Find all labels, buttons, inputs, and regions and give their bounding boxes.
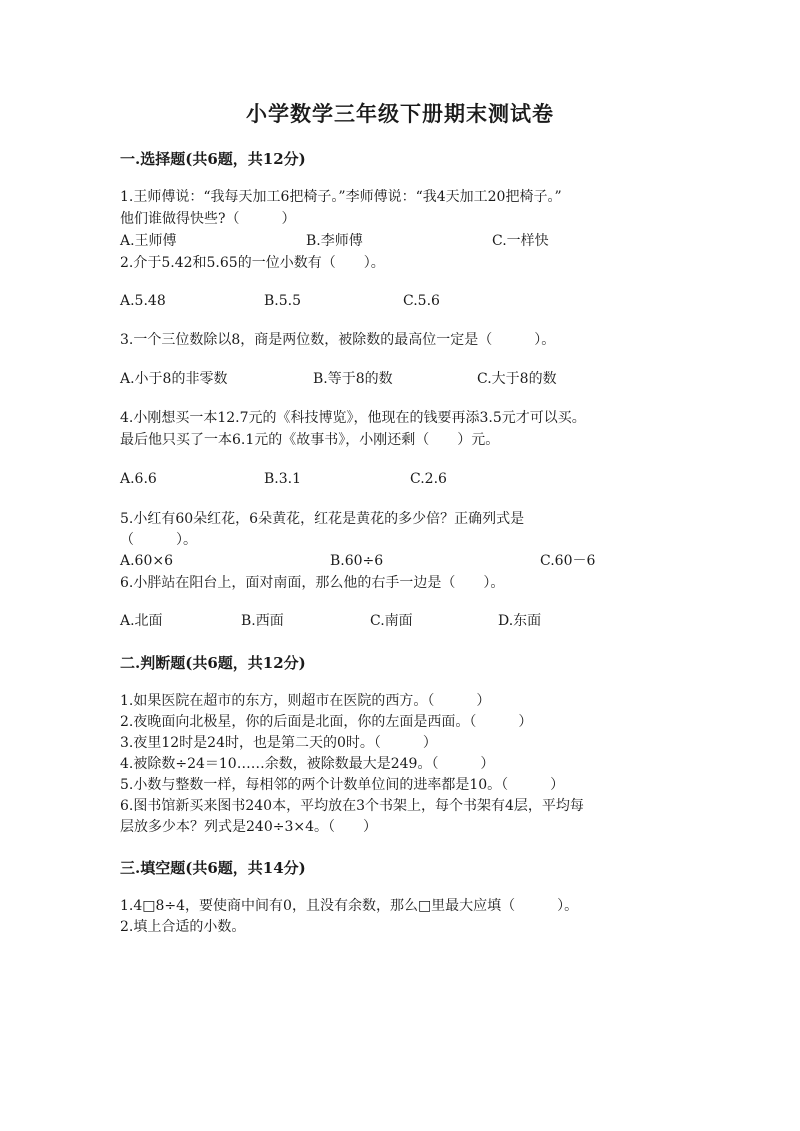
section-heading-choice: 一.选择题(共6题，共12分) (120, 150, 306, 168)
question-text: 2.介于5.42和5.65的一位小数有（ ）。 (120, 255, 385, 271)
option-c: C.大于8的数 (477, 371, 557, 387)
question-text: 他们谁做得快些?（ ） (120, 211, 296, 227)
question-text: 5.小数与整数一样，每相邻的两个计数单位间的进率都是10。（ ） (120, 777, 565, 793)
option-c: C.一样快 (492, 233, 549, 249)
question-text: （ ）。 (120, 532, 197, 548)
option-b: B.60÷6 (330, 553, 384, 569)
option-a: A.王师傅 (120, 233, 177, 249)
option-a: A.小于8的非零数 (120, 371, 228, 387)
question-text: 3.一个三位数除以8，商是两位数，被除数的最高位一定是（ ）。 (120, 332, 556, 348)
question-text: 层放多少本？列式是240÷3×4。（ ） (120, 819, 377, 835)
question-text: 4.被除数÷24＝10……余数，被除数最大是249。（ ） (120, 756, 495, 772)
option-a: A.5.48 (120, 293, 166, 309)
question-text: 最后他只买了一本6.1元的《故事书》，小刚还剩（ ）元。 (120, 432, 500, 448)
question-text: 2.填上合适的小数。 (120, 919, 246, 935)
option-d: D.东面 (498, 613, 542, 629)
question-text: 6.图书馆新买来图书240本，平均放在3个书架上，每个书架有4层，平均每 (120, 798, 584, 814)
option-c: C.5.6 (403, 293, 440, 309)
page-title: 小学数学三年级下册期末测试卷 (246, 101, 554, 126)
option-b: B.等于8的数 (313, 371, 393, 387)
option-b: B.李师傅 (306, 233, 363, 249)
question-text: 2.夜晚面向北极星，你的后面是北面，你的左面是西面。（ ） (120, 714, 533, 730)
section-heading-judgment: 二.判断题(共6题，共12分) (120, 654, 306, 672)
option-b: B.5.5 (264, 293, 302, 309)
question-text: 1.如果医院在超市的东方，则超市在医院的西方。（ ） (120, 693, 491, 709)
section-heading-fill: 三.填空题(共6题，共14分) (120, 859, 306, 877)
option-c: C.2.6 (410, 471, 447, 487)
question-text: 3.夜里12时是24时，也是第二天的0时。（ ） (120, 735, 437, 751)
option-b: B.3.1 (264, 471, 302, 487)
option-c: C.60－6 (540, 553, 596, 569)
option-c: C.南面 (370, 613, 413, 629)
option-a: A.60×6 (120, 553, 174, 569)
question-text: 1.王师傅说：“我每天加工6把椅子。”李师傅说：“我4天加工20把椅子。” (120, 189, 562, 205)
question-text: 1.4□8÷4，要使商中间有0，且没有余数，那么□里最大应填（ ）。 (120, 898, 579, 914)
option-a: A.6.6 (120, 471, 157, 487)
question-text: 5.小红有60朵红花，6朵黄花，红花是黄花的多少倍？正确列式是 (120, 511, 525, 527)
option-b: B.西面 (241, 613, 284, 629)
option-a: A.北面 (120, 613, 163, 629)
question-text: 4.小刚想买一本12.7元的《科技博览》，他现在的钱要再添3.5元才可以买。 (120, 410, 586, 426)
question-text: 6.小胖站在阳台上，面对南面，那么他的右手一边是（ ）。 (120, 575, 505, 591)
